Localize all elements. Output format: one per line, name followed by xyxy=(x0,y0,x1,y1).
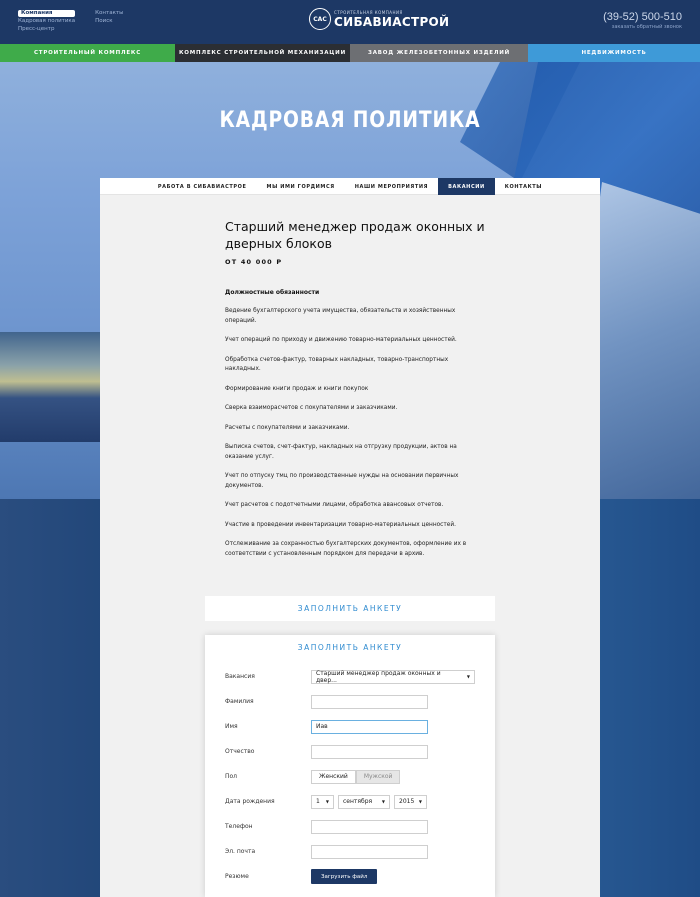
duties-heading: Должностные обязанности xyxy=(225,289,320,296)
email-input[interactable] xyxy=(311,845,428,859)
logo-badge-icon: САС xyxy=(309,8,331,30)
gender-row xyxy=(225,769,485,784)
duty-item: Сверка взаиморасчетов с покупателями и заказчиками. xyxy=(225,405,398,411)
duty-item: Обработка счетов-фактур, товарных накладных, товарно-транспортных накладных. xyxy=(225,356,449,372)
birthdate-label: Дата рождения xyxy=(225,798,275,805)
upload-file-button[interactable]: Загрузить файл xyxy=(311,869,377,884)
gender-label: Пол xyxy=(225,773,238,780)
duties-list xyxy=(225,307,470,569)
duty-item: Учет по отпуску тмц по производственные нужды на основании первичных документов. xyxy=(225,473,459,489)
duty-item: Выписка счетов, счет-фактур, накладных на отгрузку продукции, актов на оказание услуг. xyxy=(225,444,457,460)
chevron-down-icon: ▼ xyxy=(418,799,422,804)
callback-link[interactable]: заказать обратный звонок xyxy=(611,24,682,30)
birth-month-select[interactable] xyxy=(338,795,390,809)
nav-company[interactable]: Компания xyxy=(18,10,75,17)
vacancy-select[interactable] xyxy=(311,670,475,684)
site-header xyxy=(0,0,700,44)
birth-month-value: сентября xyxy=(343,798,373,805)
name-row xyxy=(225,719,485,734)
form-title: ЗАПОЛНИТЬ АНКЕТУ xyxy=(297,643,403,652)
phone-row xyxy=(225,819,485,834)
header-phone xyxy=(603,11,682,30)
vacancy-title: Старший менеджер продаж оконных и дверных блоков xyxy=(225,219,485,251)
duty-item: Формирование книги продаж и книги покупок xyxy=(225,385,369,392)
patronymic-input[interactable] xyxy=(311,745,428,759)
chevron-down-icon: ▼ xyxy=(466,674,470,679)
surname-row xyxy=(225,694,485,709)
logo-name: СИБАВИАСТРОЙ xyxy=(334,14,450,29)
tab-work[interactable]: РАБОТА В СИБАВИАСТРОЕ xyxy=(157,183,247,190)
apply-button[interactable]: ЗАПОЛНИТЬ АНКЕТУ xyxy=(205,596,495,621)
division-concrete-plant[interactable]: ЗАВОД ЖЕЛЕЗОБЕТОННЫХ ИЗДЕЛИЙ xyxy=(350,44,528,62)
header-nav xyxy=(18,10,123,33)
division-realty[interactable]: НЕДВИЖИМОСТЬ xyxy=(528,44,700,62)
vacancy-salary: ОТ 40 000 Р xyxy=(225,258,283,266)
vacancy-select-value: Старший менеджер продаж оконных и двер... xyxy=(316,669,441,684)
chevron-down-icon: ▼ xyxy=(325,799,329,804)
birth-year-select[interactable] xyxy=(394,795,427,809)
phone-input[interactable] xyxy=(311,820,428,834)
name-input[interactable] xyxy=(311,720,428,734)
page-title: КАДРОВАЯ ПОЛИТИКА xyxy=(219,108,481,133)
tab-vacancies[interactable]: ВАКАНСИИ xyxy=(438,178,495,195)
vacancy-row xyxy=(225,669,485,684)
division-mechanization[interactable]: КОМПЛЕКС СТРОИТЕЛЬНОЙ МЕХАНИЗАЦИИ xyxy=(175,44,350,62)
birth-day-select[interactable] xyxy=(311,795,334,809)
gender-female-option[interactable]: Женский xyxy=(311,770,356,784)
chevron-down-icon: ▼ xyxy=(381,799,385,804)
duty-item: Учет расчетов с подотчетными лицами, обработка авансовых отчетов. xyxy=(225,502,444,508)
duty-item: Отслеживание за сохранностью бухгалтерских документов, оформление их в соответствии с установленным порядком для передачи в архив. xyxy=(225,541,467,557)
name-label: Имя xyxy=(225,723,238,730)
gender-male-option[interactable]: Мужской xyxy=(356,770,401,784)
nav-contacts[interactable]: Контакты xyxy=(95,10,124,16)
application-form xyxy=(205,635,495,897)
birthdate-row xyxy=(225,794,485,809)
resume-label: Резюме xyxy=(225,873,249,880)
phone-number[interactable]: (39-52) 500-510 xyxy=(603,11,682,23)
nav-search[interactable]: Поиск xyxy=(95,18,113,24)
section-tabs xyxy=(100,178,600,195)
duty-item: Участие в проведении инвентаризации товарно-материальных ценностей. xyxy=(225,521,456,528)
tab-events[interactable]: НАШИ МЕРОПРИЯТИЯ xyxy=(354,183,429,190)
duty-item: Ведение бухгалтерского учета имущества, обязательств и хозяйственных операций. xyxy=(225,308,456,324)
hero-decor xyxy=(0,332,100,442)
content-card xyxy=(100,178,600,897)
tab-proud[interactable]: МЫ ИМИ ГОРДИМСЯ xyxy=(266,183,335,190)
birth-day-value: 1 xyxy=(316,798,320,805)
duty-item: Расчеты с покупателями и заказчиками. xyxy=(225,424,350,431)
email-row xyxy=(225,844,485,859)
site-logo[interactable] xyxy=(309,8,449,30)
patronymic-label: Отчество xyxy=(225,748,255,755)
tab-contacts[interactable]: КОНТАКТЫ xyxy=(504,183,543,190)
resume-row xyxy=(225,869,485,884)
birth-year-value: 2015 xyxy=(399,798,415,805)
gender-toggle xyxy=(311,770,400,784)
division-construction[interactable]: СТРОИТЕЛЬНЫЙ КОМПЛЕКС xyxy=(0,44,175,62)
duty-item: Учет операций по приходу и движению товарно-материальных ценностей. xyxy=(225,337,457,343)
vacancy-label: Вакансия xyxy=(225,673,255,680)
patronymic-row xyxy=(225,744,485,759)
nav-press[interactable]: Пресс-центр xyxy=(18,26,55,32)
phone-label: Телефон xyxy=(225,823,253,830)
surname-label: Фамилия xyxy=(225,698,254,705)
logo-subtitle: СТРОИТЕЛЬНАЯ КОМПАНИЯ xyxy=(334,9,403,15)
surname-input[interactable] xyxy=(311,695,428,709)
divisions-bar xyxy=(0,44,700,62)
email-label: Эл. почта xyxy=(225,848,256,855)
nav-hr-policy[interactable]: Кадровая политика xyxy=(18,18,76,24)
